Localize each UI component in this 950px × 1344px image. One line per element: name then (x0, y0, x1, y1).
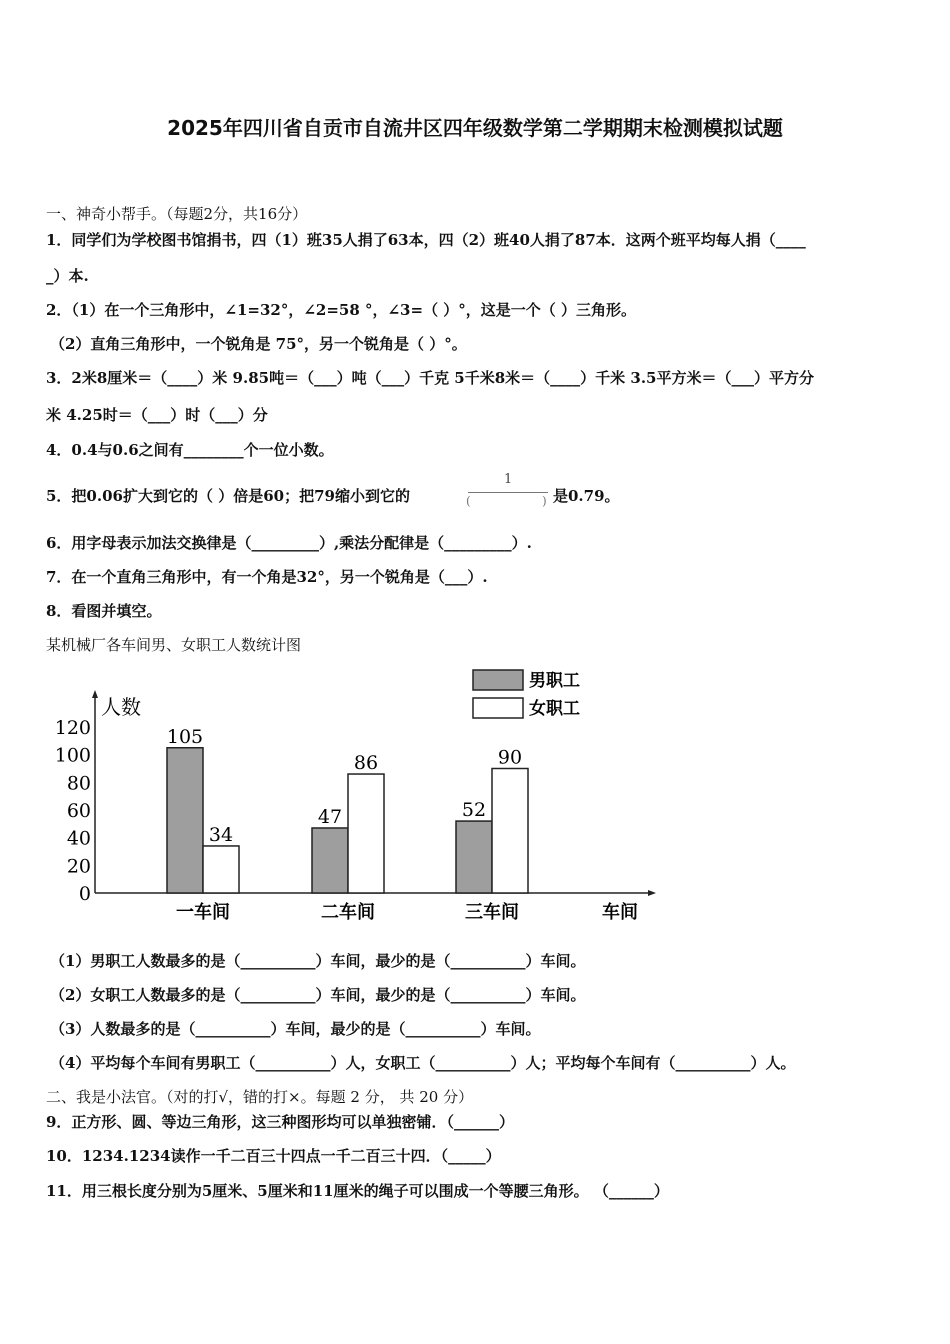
category-label: 二车间 (321, 902, 375, 923)
section2-heading: 二、我是小法官。（对的打√，错的打×。每题 2 分， 共 20 分） (46, 1088, 474, 1106)
y-tick-label: 80 (66, 772, 91, 795)
chart-caption: 某机械厂各车间男、女职工人数统计图 (46, 636, 302, 654)
q8-part1: （1）男职工人数最多的是（__________）车间，最少的是（__________）车间。 (50, 952, 586, 970)
legend-swatch (473, 670, 523, 690)
bar-male (312, 828, 348, 893)
y-axis-arrow (92, 690, 98, 698)
y-tick-label: 20 (66, 855, 91, 878)
q5-right: 是0.79。 (553, 487, 620, 505)
legend-label: 女职工 (529, 699, 580, 719)
page-title: 2025年四川省自贡市自流井区四年级数学第二学期期末检测模拟试题 (167, 116, 783, 140)
bar-female (348, 774, 384, 893)
q11: 11．用三根长度分别为5厘米、5厘米和11厘米的绳子可以围成一个等腰三角形。 （______） (46, 1182, 669, 1200)
q8-part3: （3）人数最多的是（__________）车间，最少的是（__________）车间。 (50, 1020, 541, 1038)
q9: 9．正方形、圆、等边三角形，这三种图形均可以单独密铺．（______） (46, 1113, 514, 1131)
bar-female (492, 769, 528, 894)
q3-line2: 米 4.25时＝（___）时（___）分 (46, 406, 268, 424)
data-label: 86 (353, 752, 379, 775)
bar-male (167, 748, 203, 893)
q1-line1: 1．同学们为学校图书馆捐书，四（1）班35人捐了63本，四（2）班40人捐了87本．这两个班平均每人捐（____ (46, 231, 806, 249)
q7: 7．在一个直角三角形中，有一个角是32°，另一个锐角是（___）. (46, 568, 488, 586)
x-axis-arrow (648, 890, 656, 896)
q3-line1: 3．2米8厘米＝（____）米 9.85吨＝（___）吨（___）千克 5千米8米＝（____）千米 3.5平方米＝（___）平方分 (46, 369, 814, 387)
data-label: 105 (166, 725, 204, 748)
y-tick-label: 40 (66, 827, 91, 850)
bar-male (456, 821, 492, 893)
x-axis-label: 车间 (602, 902, 638, 923)
q2-part1: 2．（1）在一个三角形中，∠1=32°，∠2=58 °，∠3=（ ）°，这是一个（ ）三角形。 (46, 301, 637, 319)
fraction-paren-left: ( (466, 494, 471, 508)
q8: 8．看图并填空。 (46, 602, 162, 620)
q1-line2: _）本. (46, 267, 89, 285)
fraction-bar (468, 492, 548, 493)
legend-label: 男职工 (529, 671, 580, 691)
q8-part4: （4）平均每个车间有男职工（__________）人，女职工（__________）人；平均每个车间有（__________）人。 (50, 1054, 796, 1072)
q8-part2: （2）女职工人数最多的是（__________）车间，最少的是（__________）车间。 (50, 986, 586, 1004)
y-tick-label: 60 (66, 800, 91, 822)
data-label: 90 (497, 746, 523, 769)
q5-fraction (466, 472, 550, 510)
y-axis-label: 人数 (101, 695, 141, 719)
bar-female (203, 846, 239, 893)
y-tick-label: 0 (78, 883, 91, 905)
fraction-paren-right: ) (542, 494, 547, 508)
q5-left: 5．把0.06扩大到它的（ ）倍是60；把79缩小到它的 (46, 487, 410, 505)
q6: 6．用字母表示加法交换律是（_________）,乘法分配律是（_________）. (46, 534, 532, 552)
data-label: 34 (208, 823, 234, 846)
q10: 10．1234.1234读作一千二百三十四点一千二百三十四．（_____） (46, 1147, 501, 1165)
data-label: 52 (461, 799, 487, 822)
y-tick-label: 120 (54, 717, 91, 739)
section1-heading: 一、神奇小帮手。（每题2分，共16分） (46, 205, 308, 223)
category-label: 一车间 (176, 902, 230, 923)
q2-part2: （2）直角三角形中，一个锐角是 75°，另一个锐角是（ ）°。 (50, 335, 467, 353)
legend-swatch (473, 698, 523, 718)
q4: 4．0.4与0.6之间有________个一位小数。 (46, 441, 334, 459)
category-label: 三车间 (465, 902, 519, 923)
data-label: 47 (317, 805, 343, 828)
bar-chart (40, 660, 660, 930)
fraction-numerator: 1 (504, 472, 513, 487)
y-tick-label: 100 (54, 744, 91, 767)
